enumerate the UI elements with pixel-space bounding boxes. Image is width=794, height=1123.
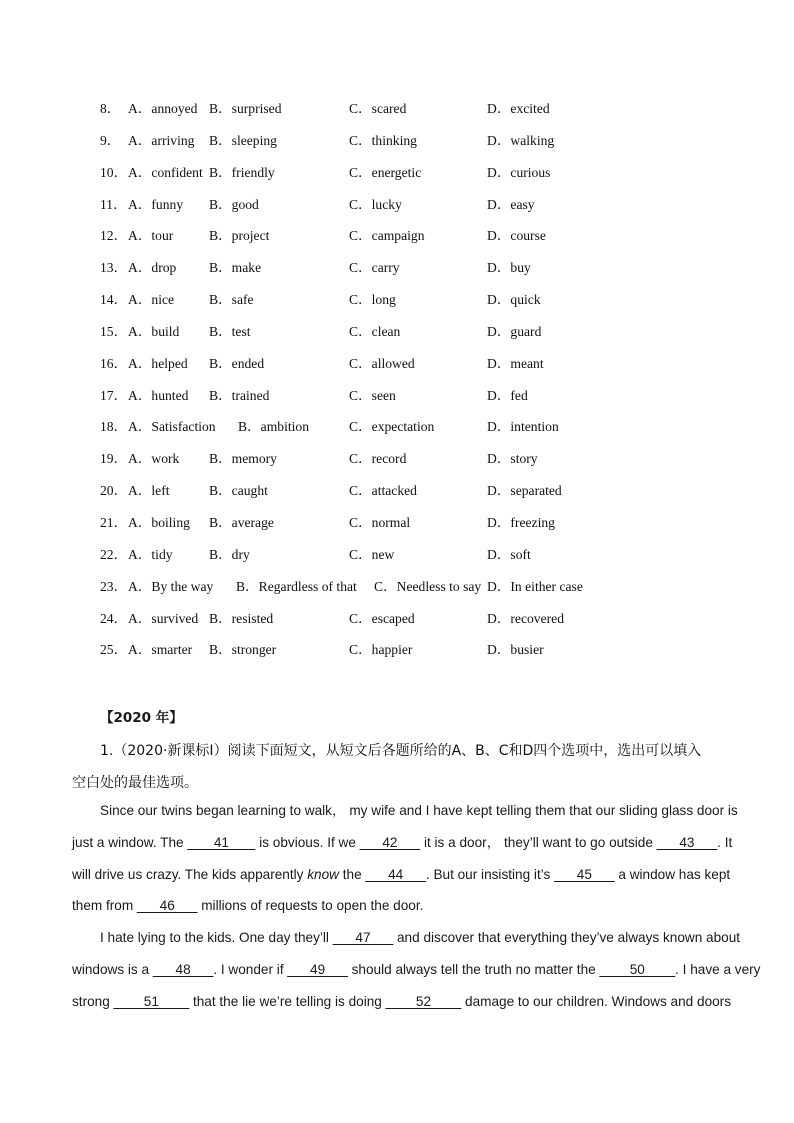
passage-line xyxy=(72,986,732,1018)
passage-text: damage to our children. Windows and doors xyxy=(461,993,732,1009)
option-a: A．build xyxy=(128,323,180,339)
passage-text: . I have a very xyxy=(675,961,761,977)
passage-line xyxy=(72,890,722,922)
passage-text: Since our twins began learning to walk， my wife and I have kept telling them that our sliding glass door is xyxy=(100,803,738,818)
option-d: D．separated xyxy=(487,483,562,499)
option-b: B．Regardless of that xyxy=(236,578,357,594)
option-d: D．quick xyxy=(487,292,541,308)
passage-text: . I wonder if xyxy=(213,961,288,977)
passage-text: millions of requests to open the door. xyxy=(197,898,424,914)
answer-blank: ___46___ xyxy=(136,898,198,914)
option-a: A．By the way xyxy=(128,578,214,594)
option-a: A．hunted xyxy=(128,387,189,403)
question-number: 17． xyxy=(100,387,128,403)
question-number: 22． xyxy=(100,546,128,562)
passage-text: will drive us crazy. The kids apparently xyxy=(72,866,308,882)
option-b: B．good xyxy=(209,196,259,212)
option-a: A．survived xyxy=(128,610,199,626)
option-c: C．energetic xyxy=(349,164,422,180)
passage-text: . But our insisting it’s xyxy=(425,866,555,882)
option-a: A．smarter xyxy=(128,642,193,658)
option-a: A．Satisfaction xyxy=(128,419,216,435)
passage-text: I hate lying to the kids. One day they’ll xyxy=(100,930,333,945)
option-d: D．In either case xyxy=(487,578,583,594)
option-c: C．seen xyxy=(349,387,396,403)
passage-line xyxy=(72,954,761,986)
option-a: A．left xyxy=(128,483,170,499)
option-c: C．new xyxy=(349,546,395,562)
answer-blank: ___45___ xyxy=(554,866,615,882)
option-d: D．story xyxy=(487,451,538,467)
option-a: A．nice xyxy=(128,292,175,308)
option-c: C．escaped xyxy=(349,610,415,626)
question-number: 24． xyxy=(100,610,128,626)
option-b: B．memory xyxy=(209,451,277,467)
question-number: 19． xyxy=(100,451,128,467)
passage-paragraph-1 xyxy=(72,795,738,922)
answer-blank: ___49___ xyxy=(287,961,348,977)
question-number: 20． xyxy=(100,483,128,499)
passage-text: them from xyxy=(72,898,137,914)
passage-text: it is a door， they’ll want to go outside xyxy=(420,834,657,850)
option-c: C．thinking xyxy=(349,132,417,148)
answer-blank: ___42___ xyxy=(359,834,421,850)
option-c: C．clean xyxy=(349,323,401,339)
passage-paragraph-2 xyxy=(72,922,761,1017)
question-number: 9． xyxy=(100,132,121,148)
italic-text: know xyxy=(307,866,339,882)
option-c: C．normal xyxy=(349,514,411,530)
option-d: D．excited xyxy=(487,101,550,116)
option-d: D．soft xyxy=(487,546,531,562)
option-c: C．allowed xyxy=(349,355,415,371)
option-c: C．expectation xyxy=(349,419,435,435)
option-d: D．walking xyxy=(487,132,555,148)
section-year-tag: 【2020 年】 xyxy=(100,710,183,726)
passage-text: a window has kept xyxy=(614,866,731,882)
passage-line xyxy=(72,922,741,954)
option-a: A．confident xyxy=(128,164,203,180)
option-d: D．curious xyxy=(487,164,551,180)
option-b: B．ambition xyxy=(238,419,309,435)
answer-blank: ___48___ xyxy=(152,961,214,977)
option-d: D．fed xyxy=(487,387,528,403)
passage-text: strong xyxy=(72,993,114,1009)
question-number: 23． xyxy=(100,578,128,594)
passage-text: . It xyxy=(717,834,733,850)
option-b: B．dry xyxy=(209,546,250,562)
question-number: 18． xyxy=(100,419,128,435)
option-d: D．guard xyxy=(487,323,542,339)
option-d: D．recovered xyxy=(487,610,564,626)
option-d: D．busier xyxy=(487,642,544,658)
question-number: 13． xyxy=(100,260,128,276)
option-b: B．test xyxy=(209,323,251,339)
option-b: B．resisted xyxy=(209,610,274,626)
passage-text: windows is a xyxy=(72,961,153,977)
passage-line xyxy=(72,859,731,891)
passage-text: should always tell the truth no matter the xyxy=(347,961,600,977)
option-d: D．freezing xyxy=(487,514,555,530)
option-a: A．funny xyxy=(128,196,184,212)
question-number: 10． xyxy=(100,164,128,180)
answer-blank: ___43___ xyxy=(656,834,718,850)
question-number: 14． xyxy=(100,292,128,308)
option-d: D．intention xyxy=(487,419,559,435)
passage-text: that the lie we’re telling is doing xyxy=(189,993,386,1009)
question-number: 16． xyxy=(100,355,128,371)
option-c: C．happier xyxy=(349,642,413,658)
option-a: A．annoyed xyxy=(128,101,198,116)
option-c: C．long xyxy=(349,292,396,308)
passage-text: is obvious. If we xyxy=(255,834,360,850)
option-d: D．buy xyxy=(487,260,531,276)
passage-text: and discover that everything they’ve always known about xyxy=(393,930,741,945)
option-c: C．lucky xyxy=(349,196,402,212)
passage-text: the xyxy=(338,866,366,882)
answer-blank: ___44___ xyxy=(365,866,426,882)
question-number: 25． xyxy=(100,642,128,658)
passage-line xyxy=(72,795,738,827)
option-d: D．course xyxy=(487,228,546,244)
answer-blank: ___41___ xyxy=(187,834,256,850)
option-d: D．easy xyxy=(487,196,535,212)
answer-blank: ____50____ xyxy=(599,961,676,977)
option-b: B．project xyxy=(209,228,270,244)
option-b: B．friendly xyxy=(209,164,275,180)
question-number: 15． xyxy=(100,323,128,339)
answer-blank: ____52____ xyxy=(385,993,462,1009)
option-b: B．average xyxy=(209,514,274,530)
option-b: B．sleeping xyxy=(209,132,277,148)
option-c: C．carry xyxy=(349,260,400,276)
option-a: A．drop xyxy=(128,260,177,276)
passage-line xyxy=(72,827,733,859)
option-b: B．safe xyxy=(209,292,254,308)
option-a: A．tidy xyxy=(128,546,173,562)
option-c: C．Needless to say xyxy=(374,578,482,594)
option-a: A．helped xyxy=(128,355,188,371)
option-c: C．record xyxy=(349,451,407,467)
option-b: B．stronger xyxy=(209,642,277,658)
option-b: B．caught xyxy=(209,483,268,499)
option-a: A．boiling xyxy=(128,514,190,530)
question-intro xyxy=(72,736,725,799)
option-a: A．arriving xyxy=(128,132,195,148)
question-number: 11． xyxy=(100,196,127,212)
question-number: 12． xyxy=(100,228,128,244)
option-a: A．tour xyxy=(128,228,174,244)
option-a: A．work xyxy=(128,451,180,467)
option-c: C．scared xyxy=(349,101,407,116)
option-c: C．campaign xyxy=(349,228,425,244)
intro-line-1: 1.（2020·新课标Ⅰ）阅读下面短文，从短文后各题所给的A、B、C和D四个选项中，选出可以填入 xyxy=(100,743,702,759)
answer-blank: ___47___ xyxy=(332,930,394,945)
option-b: B．surprised xyxy=(209,101,282,116)
option-b: B．make xyxy=(209,260,262,276)
question-number: 21． xyxy=(100,514,128,530)
question-number: 8． xyxy=(100,101,121,116)
intro-line-2: 空白处的最佳选项。 xyxy=(72,774,198,791)
option-c: C．attacked xyxy=(349,483,417,499)
passage-text: just a window. The xyxy=(72,834,188,850)
option-b: B．ended xyxy=(209,355,265,371)
answer-blank: ____51____ xyxy=(113,993,190,1009)
option-b: B．trained xyxy=(209,387,270,403)
option-d: D．meant xyxy=(487,355,544,371)
